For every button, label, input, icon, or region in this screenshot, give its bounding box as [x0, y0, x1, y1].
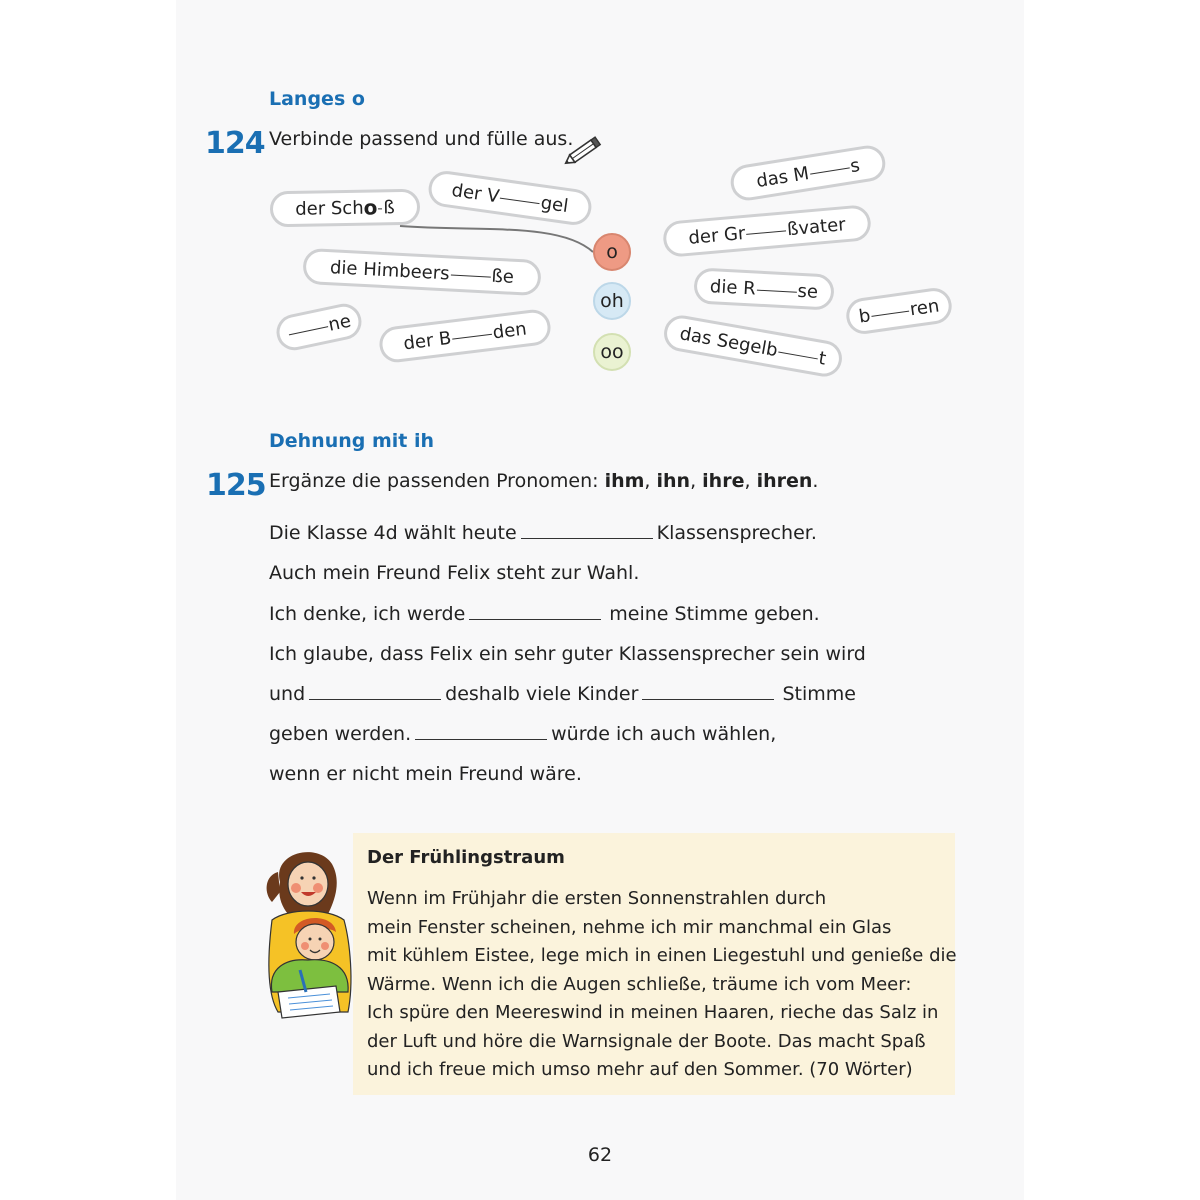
- sentence-text: geben werden.: [269, 723, 412, 745]
- separator: ,: [690, 470, 703, 492]
- sentence-text: Auch mein Freund Felix steht zur Wahl.: [269, 562, 640, 584]
- choice-oo[interactable]: oo: [593, 333, 631, 371]
- section-heading-langes-o: Langes o: [269, 88, 365, 110]
- sentence-text: Stimme: [782, 683, 856, 705]
- dictation-title: Der Frühlingstraum: [367, 847, 565, 868]
- word-part: gel: [539, 191, 570, 217]
- pronoun-ihren: ihren: [756, 470, 813, 492]
- blank: [746, 228, 786, 234]
- sentence-line-5: [269, 683, 856, 705]
- word-card-rose[interactable]: [693, 267, 835, 310]
- blank: [500, 195, 540, 204]
- sentence-text: Ich glaube, dass Felix ein sehr guter Klassensprecher sein wird: [269, 643, 866, 665]
- word-part: der Sch: [295, 197, 364, 220]
- dictation-body: [367, 885, 957, 1085]
- dictation-line: mein Fenster scheinen, nehme ich mir manchmal ein Glas: [367, 916, 892, 938]
- end-mark: .: [812, 470, 819, 492]
- dictation-line: der Luft und höre die Warnsignale der Boote. Das macht Spaß: [367, 1030, 926, 1052]
- word-part: der V: [450, 179, 501, 207]
- pronoun-ihn: ihn: [656, 470, 691, 492]
- word-part: den: [491, 318, 528, 344]
- sentence-text: wenn er nicht mein Freund wäre.: [269, 763, 582, 785]
- pronoun-ihre: ihre: [702, 470, 745, 492]
- answer-blank[interactable]: [415, 725, 547, 740]
- dictation-line: Wenn im Frühjahr die ersten Sonnenstrahlen durch: [367, 888, 827, 909]
- choice-o[interactable]: o: [593, 233, 631, 271]
- exercise-number-124: 124: [205, 126, 265, 161]
- sentence-line-7: [269, 763, 582, 785]
- sentence-text: meine Stimme geben.: [609, 603, 820, 625]
- separator: ,: [744, 470, 757, 492]
- sentence-text: Die Klasse 4d wählt heute: [269, 522, 517, 544]
- dictation-line: und ich freue mich umso mehr auf den Sommer. (70 Wörter): [367, 1059, 913, 1080]
- separator: ,: [644, 470, 657, 492]
- exercise-instruction-125: [269, 470, 818, 492]
- mother-and-child-writing-illustration: [258, 842, 358, 1020]
- sentence-line-2: [269, 562, 639, 584]
- word-part: ne: [326, 310, 353, 336]
- section-heading-dehnung-ih: Dehnung mit ih: [269, 430, 435, 452]
- word-part: ren: [908, 294, 941, 320]
- blank: [288, 324, 328, 335]
- blank: [871, 308, 909, 316]
- page-number: 62: [587, 1144, 613, 1166]
- blank: [810, 165, 850, 174]
- word-part: der Gr: [687, 222, 747, 249]
- blank: [450, 272, 490, 277]
- word-part: ßvater: [786, 213, 847, 240]
- dictation-line: Wärme. Wenn ich die Augen schließe, träume ich vom Meer:: [367, 973, 912, 995]
- word-part: t: [817, 347, 828, 370]
- word-part: das Segelb: [678, 322, 780, 361]
- dictation-line: Ich spüre den Meereswind in meinen Haaren, rieche das Salz in: [367, 1002, 939, 1023]
- sentence-line-1: [269, 522, 817, 544]
- word-card-schoss[interactable]: [270, 189, 421, 228]
- sentence-text: würde ich auch wählen,: [551, 723, 777, 745]
- sentence-line-4: [269, 643, 866, 665]
- blank: [378, 206, 382, 209]
- word-part: ß: [383, 196, 395, 218]
- sentence-text: Ich denke, ich werde: [269, 603, 466, 625]
- sentence-line-6: [269, 723, 776, 745]
- word-part: der B: [402, 327, 453, 354]
- sentence-text: Klassensprecher.: [656, 522, 817, 544]
- word-part: b: [857, 304, 872, 328]
- blank: [757, 287, 797, 292]
- word-part: die Himbeers: [329, 256, 451, 284]
- exercise-number-125: 125: [206, 468, 266, 503]
- answer-blank[interactable]: [642, 685, 774, 700]
- blank: [452, 331, 492, 339]
- sentence-line-3: [269, 603, 820, 625]
- word-part: ße: [490, 265, 515, 288]
- sentence-text: deshalb viele Kinder: [445, 683, 639, 705]
- exercise-instruction-124: Verbinde passend und fülle aus.: [269, 128, 574, 150]
- word-part: das M: [754, 162, 811, 192]
- sentence-text: und: [269, 683, 306, 705]
- answer-blank[interactable]: [309, 685, 441, 700]
- word-part: s: [848, 154, 862, 177]
- word-part: se: [797, 280, 819, 303]
- choice-oh[interactable]: oh: [593, 282, 631, 320]
- dictation-line: mit kühlem Eistee, lege mich in einen Liegestuhl und genieße die: [367, 945, 957, 966]
- dictation-text-box: [353, 833, 955, 1095]
- pronoun-ihm: ihm: [604, 470, 645, 492]
- blank: [778, 349, 818, 359]
- answer-blank[interactable]: [521, 524, 653, 539]
- instruction-text: Ergänze die passenden Pronomen:: [269, 470, 605, 492]
- example-answer: o: [363, 195, 378, 220]
- word-part: die R: [709, 275, 757, 300]
- answer-blank[interactable]: [469, 605, 601, 620]
